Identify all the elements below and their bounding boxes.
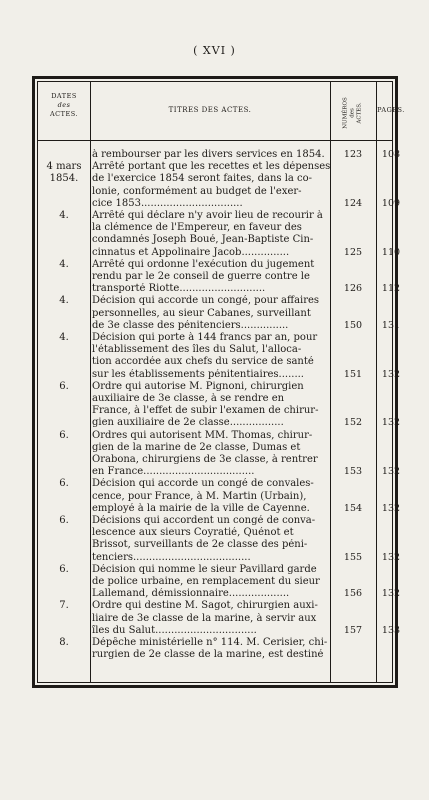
entry-page: 132 xyxy=(381,502,401,514)
entry-number: 156 xyxy=(343,588,363,600)
entry-page: 112 xyxy=(381,283,401,295)
entry-number: 152 xyxy=(343,417,363,429)
entry-title-line: auxiliaire de 3e classe, à se rendre en xyxy=(92,393,285,404)
entry-page: 132 xyxy=(381,588,401,600)
entry-title-line: l'établissement des îles du Salut, l'alloca- xyxy=(92,344,302,356)
header-dates-line: ACTES. xyxy=(49,110,79,118)
entry-title-line: îles du Salut................................ xyxy=(92,624,257,636)
entry-title-line: Décision qui porte à 144 francs par an, pour xyxy=(92,332,318,343)
entry-page: 132 xyxy=(381,466,401,478)
header-divider xyxy=(38,140,392,141)
entry-date: 8. xyxy=(59,637,69,648)
entry-title-line: à rembourser par les divers services en 1854. xyxy=(92,149,325,160)
page-number: ( XVI ) xyxy=(193,44,236,57)
column-divider xyxy=(90,82,91,682)
entry-page: 132 xyxy=(381,551,401,563)
header-pages: PAGES. xyxy=(377,106,405,114)
entry-title-line: Brissot, surveillants de 2e classe des péni- xyxy=(92,539,308,551)
entry-title xyxy=(92,161,332,210)
entry-title-line: Ordre qui destine M. Sagot, chirurgien auxi- xyxy=(92,600,318,612)
entry-title-line: Ordre qui autorise M. Pignoni, chirurgien xyxy=(92,380,304,392)
entry-number: 157 xyxy=(343,624,363,636)
header-titles: TITRES DES ACTES. xyxy=(168,106,252,114)
header-dates xyxy=(38,92,90,119)
entry-title-line: cence, pour France, à M. Martin (Urbain), xyxy=(92,490,307,502)
header-numeros-line: des xyxy=(349,108,356,118)
entry-title-line: de l'exercice 1854 seront faites, dans la co- xyxy=(92,173,313,185)
entry-number: 154 xyxy=(343,502,363,514)
acts-table xyxy=(37,81,405,683)
entry-title-line: sur les établissements pénitentiaires........ xyxy=(92,368,304,380)
entry-page: 108 xyxy=(381,149,401,160)
entry-date: 6. xyxy=(59,563,69,575)
entry-date: 6. xyxy=(59,429,69,441)
entry-title-line: condamnés Joseph Boué, Jean-Baptiste Cin- xyxy=(92,234,314,246)
entry-title-line: Arrêté qui ordonne l'exécution du jugement xyxy=(92,258,315,270)
entry-title-line: Arrêté qui déclare n'y avoir lieu de recourir à xyxy=(92,210,323,221)
entry-title xyxy=(92,210,332,259)
entry-number: 125 xyxy=(343,246,363,258)
header-dates-line: des xyxy=(57,101,71,109)
entry-title-line: Arrêté portant que les recettes et les dépenses xyxy=(92,161,331,173)
entry-title-line: cinnatus et Appolinaire Jacob............... xyxy=(92,246,290,258)
entry-title xyxy=(92,478,332,515)
entry-title-line: gien de la marine de 2e classe, Dumas et xyxy=(92,441,301,453)
entry-title-line: gien auxiliaire de 2e classe................. xyxy=(92,417,284,429)
entry-title xyxy=(92,600,332,637)
entry-number: 126 xyxy=(343,283,363,295)
entry-page: 131 xyxy=(381,319,401,331)
entry-title-line: de police urbaine, en remplacement du sieur xyxy=(92,576,320,587)
header-numeros xyxy=(330,86,376,140)
entry-title-line: lescence aux sieurs Coyratié, Quénot et xyxy=(92,527,294,539)
entry-title-line: Décision qui nomme le sieur Pavillard garde xyxy=(92,563,317,575)
entry-date: 4. xyxy=(59,332,69,343)
entry-title xyxy=(92,149,332,161)
entry-title xyxy=(92,332,332,381)
entry-title-line: Décisions qui accordent un congé de conva- xyxy=(92,515,316,526)
entry-title-line: employé à la mairie de la ville de Cayenne. xyxy=(92,502,310,514)
entry-title-line: Orabona, chirurgiens de 3e classe, à rentrer xyxy=(92,454,318,465)
entry-number: 151 xyxy=(343,368,363,380)
entry-number: 124 xyxy=(343,197,363,209)
entry-title-line: Décision qui accorde un congé, pour affaires xyxy=(92,295,320,307)
entry-page: 132 xyxy=(381,368,401,380)
entry-title xyxy=(92,259,332,296)
entry-title-line: la clémence de l'Empereur, en faveur des xyxy=(92,222,302,234)
entry-title xyxy=(92,515,332,564)
header-dates-line: DATES xyxy=(51,92,77,100)
entry-title-line: transporté Riotte........................... xyxy=(92,283,266,295)
entry-date: 6. xyxy=(59,515,69,526)
entry-page: 132 xyxy=(381,417,401,429)
entry-number: 150 xyxy=(343,319,363,331)
entry-title-line: Dépêche ministérielle n° 114. M. Cerisier, chi- xyxy=(92,637,328,648)
entry-title-line: rendu par le 2e conseil de guerre contre le xyxy=(92,271,310,282)
entry-page: 110 xyxy=(381,246,401,258)
entry-title xyxy=(92,295,332,332)
entry-date: 7. xyxy=(59,600,69,612)
entry-title xyxy=(92,637,332,661)
entry-title-line: rurgien de 2e classe de la marine, est destiné xyxy=(92,649,324,661)
entry-title-line: cice 1853................................ xyxy=(92,197,243,209)
entry-title-line: France, à l'effet de subir l'examen de chirur- xyxy=(92,405,319,417)
entry-date: 6. xyxy=(59,478,69,490)
entry-page: 133 xyxy=(381,624,401,636)
entry-title-line: de 3e classe des pénitenciers............... xyxy=(92,319,289,331)
entry-date: 4. xyxy=(59,210,69,221)
header-numeros-line: ACTES. xyxy=(356,102,363,124)
entry-title xyxy=(92,564,332,601)
entry-title-line: liaire de 3e classe de la marine, à servir aux xyxy=(92,612,317,624)
entry-date: 4. xyxy=(59,295,69,307)
entry-title-line: Décision qui accorde un congé de convales- xyxy=(92,478,314,490)
entry-title-line: Lallemand, démissionnaire................... xyxy=(92,588,290,600)
entry-number: 123 xyxy=(343,149,363,160)
entry-date: 6. xyxy=(59,380,69,392)
entry-title-line: en France................................... xyxy=(92,466,255,478)
entry-title xyxy=(92,381,332,430)
table-frame xyxy=(32,76,405,688)
entry-title xyxy=(92,430,332,479)
entry-date: 4 mars 1854. xyxy=(46,161,82,185)
entry-title-line: personnelles, au sieur Cabanes, surveillant xyxy=(92,307,311,319)
entry-title-line: tion accordée aux chefs du service de santé xyxy=(92,356,314,368)
entry-title-line: tenciers..................................... xyxy=(92,551,251,563)
entry-title-line: lonie, conformément au budget de l'exer- xyxy=(92,185,302,197)
header-numeros-line: NUMÉROS xyxy=(342,97,349,129)
entry-page: 109 xyxy=(381,197,401,209)
entry-number: 155 xyxy=(343,551,363,563)
entry-number: 153 xyxy=(343,466,363,478)
entry-date: 4. xyxy=(59,258,69,270)
entry-title-line: Ordres qui autorisent MM. Thomas, chirur- xyxy=(92,429,313,441)
